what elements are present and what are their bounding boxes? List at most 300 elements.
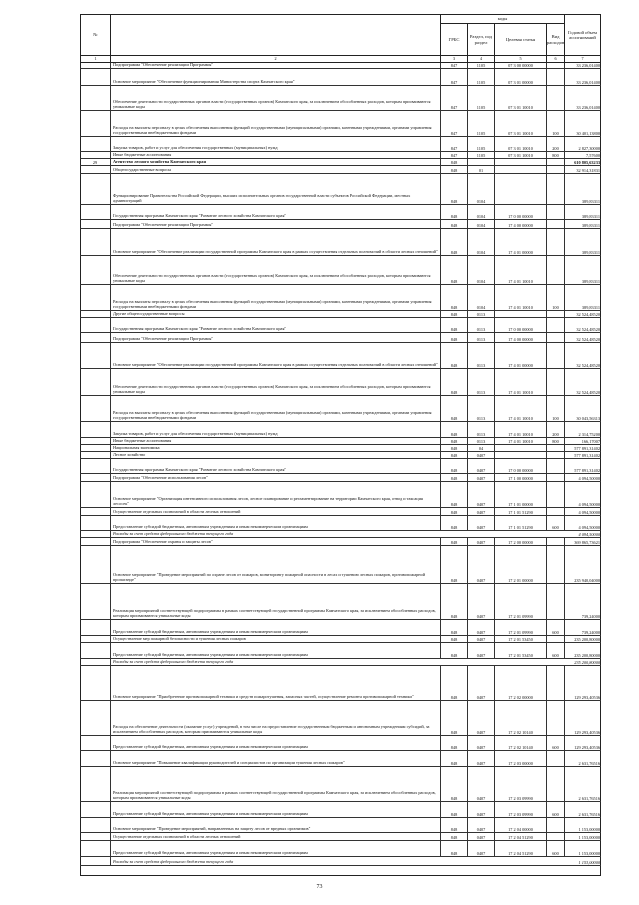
row-grbs bbox=[441, 584, 468, 619]
row-sum bbox=[565, 422, 601, 437]
row-sum-text: 4 094,50000 bbox=[578, 531, 600, 537]
row-sum bbox=[565, 159, 601, 165]
row-grbs-text: 848 bbox=[450, 445, 458, 451]
row-celevaya bbox=[495, 841, 547, 856]
row-razdel-text: 1105 bbox=[476, 79, 486, 85]
row-name-text: Основное мероприятие "Обеспечение реализации государственной программы Камчатского края в рамках осуществления отдельных полномочий в области лесных отношений" bbox=[113, 249, 438, 255]
row-name bbox=[111, 620, 441, 635]
row-grbs bbox=[441, 818, 468, 832]
row-sum-text: 2 314,75200 bbox=[578, 431, 600, 437]
row-razdel bbox=[468, 438, 495, 444]
row-grbs bbox=[441, 620, 468, 635]
row-name-text: Основное мероприятие "Повышение квалификации руководителей и специалистов по организации тушения лесных пожаров" bbox=[113, 760, 345, 766]
row-grbs bbox=[441, 166, 468, 173]
header-vid-label: Вид расходов bbox=[547, 34, 565, 45]
row-sum-text: 32 524,48520 bbox=[576, 336, 600, 342]
row-num bbox=[80, 422, 111, 437]
header-razdel-label: Раздел, под раздел bbox=[469, 34, 493, 45]
row-num bbox=[80, 857, 111, 865]
row-grbs bbox=[441, 841, 468, 856]
row-name bbox=[111, 833, 441, 840]
colnum-5-label: 5 bbox=[519, 56, 522, 62]
table-row bbox=[80, 333, 601, 343]
row-num bbox=[80, 546, 111, 583]
row-sum-text: 2 631,76516 bbox=[578, 760, 600, 766]
row-grbs-text: 848 bbox=[450, 415, 458, 421]
table-row bbox=[80, 516, 601, 531]
page-number: 73 bbox=[316, 884, 323, 890]
colnum-6-label: 6 bbox=[554, 56, 557, 62]
row-celevaya-text: 17 4 01 10010 bbox=[508, 304, 533, 310]
row-sum-text: 30 401,13800 bbox=[576, 130, 600, 136]
row-razdel bbox=[468, 205, 495, 219]
row-name bbox=[111, 516, 441, 530]
row-grbs-text: 848 bbox=[450, 311, 458, 317]
row-name-text: Закупка товаров, работ и услуг для обеспечения государственных (муниципальных) нужд bbox=[113, 431, 278, 437]
row-vid bbox=[547, 111, 565, 136]
row-celevaya-text: 07 3 01 00000 bbox=[508, 79, 533, 85]
row-num bbox=[80, 166, 111, 173]
row-sum bbox=[565, 701, 601, 735]
row-vid bbox=[547, 343, 565, 368]
row-grbs bbox=[441, 459, 468, 473]
row-celevaya-text: 17 4 01 10010 bbox=[508, 438, 533, 444]
row-grbs bbox=[441, 256, 468, 284]
header-razdel bbox=[468, 24, 495, 56]
row-sum-text: 32 524,48520 bbox=[576, 311, 600, 317]
table-row-note bbox=[80, 531, 601, 538]
row-grbs-text: 848 bbox=[450, 467, 458, 473]
row-name-text: Реализация мероприятий соответствующей подпрограммы в рамках соответствующей государственной программы Камчатского края, за исключением обособленных расходов, которым присваиваются уникальные коды bbox=[113, 607, 436, 619]
row-name bbox=[111, 152, 441, 158]
row-grbs-text: 848 bbox=[450, 222, 458, 228]
row-sum-text: 610 805,63233 bbox=[574, 159, 600, 165]
row-vid bbox=[547, 205, 565, 219]
row-vid-text: 100 bbox=[552, 130, 559, 136]
row-grbs bbox=[441, 508, 468, 515]
row-razdel bbox=[468, 452, 495, 458]
row-vid bbox=[547, 833, 565, 840]
row-sum bbox=[565, 474, 601, 481]
row-name bbox=[111, 508, 441, 515]
table-row bbox=[80, 174, 601, 205]
row-num bbox=[80, 343, 111, 368]
row-num bbox=[80, 220, 111, 228]
row-sum-text: 235 200,80000 bbox=[574, 652, 600, 658]
row-sum bbox=[565, 396, 601, 421]
row-sum-text: 1 153,00000 bbox=[578, 859, 600, 865]
row-name-text: Основное мероприятие "Проведение мероприятий по охране лесов от пожаров, мониторингу пожарной опасности в лесах и тушению лесных пожаров, противопожарной пропаганде" bbox=[113, 571, 426, 583]
row-vid bbox=[547, 63, 565, 68]
row-grbs-text: 848 bbox=[450, 362, 458, 368]
row-grbs-text: 848 bbox=[450, 613, 458, 619]
row-num bbox=[80, 802, 111, 817]
row-grbs bbox=[441, 445, 468, 451]
row-razdel-text: 0407 bbox=[476, 795, 486, 801]
row-sum bbox=[565, 538, 601, 545]
row-razdel bbox=[468, 474, 495, 481]
header-num bbox=[80, 14, 111, 56]
table-row bbox=[80, 396, 601, 422]
row-name bbox=[111, 159, 441, 165]
row-celevaya bbox=[495, 459, 547, 473]
table-row bbox=[80, 86, 601, 111]
row-vid bbox=[547, 751, 565, 766]
row-celevaya bbox=[495, 482, 547, 507]
row-celevaya-text: 17 2 01 00000 bbox=[508, 577, 533, 583]
row-razdel bbox=[468, 666, 495, 700]
row-celevaya-text: 17 4 01 10010 bbox=[508, 431, 533, 437]
table-row bbox=[80, 620, 601, 636]
table-row bbox=[80, 229, 601, 256]
row-celevaya bbox=[495, 584, 547, 619]
row-name bbox=[111, 285, 441, 310]
row-celevaya bbox=[495, 220, 547, 228]
row-grbs bbox=[441, 833, 468, 840]
row-grbs bbox=[441, 538, 468, 545]
row-sum-text: 1 153,00000 bbox=[578, 834, 600, 840]
row-name bbox=[111, 333, 441, 342]
row-sum bbox=[565, 438, 601, 444]
row-celevaya bbox=[495, 751, 547, 766]
header-grbs-label: ГРБС bbox=[448, 36, 460, 42]
row-sum bbox=[565, 818, 601, 832]
row-grbs bbox=[441, 369, 468, 395]
row-num bbox=[80, 508, 111, 515]
row-grbs bbox=[441, 63, 468, 68]
row-sum bbox=[565, 174, 601, 204]
row-celevaya bbox=[495, 736, 547, 750]
row-name bbox=[111, 452, 441, 458]
row-celevaya bbox=[495, 152, 547, 158]
row-sum-text: 129 293,40536 bbox=[574, 744, 600, 750]
row-num bbox=[80, 538, 111, 545]
row-num bbox=[80, 643, 111, 658]
row-name bbox=[111, 63, 441, 68]
row-num bbox=[80, 318, 111, 332]
row-celevaya-text: 17 2 02 10140 bbox=[508, 729, 533, 735]
row-razdel bbox=[468, 229, 495, 255]
row-celevaya-text: 07 3 01 10010 bbox=[508, 145, 533, 151]
row-celevaya-text: 17 2 00 00000 bbox=[508, 539, 533, 545]
row-sum-text: 2 631,76516 bbox=[578, 811, 600, 817]
row-num bbox=[80, 159, 111, 165]
row-razdel-text: 0407 bbox=[476, 467, 486, 473]
row-razdel bbox=[468, 751, 495, 766]
row-name-text: Расходы за счет средств федерального бюджета текущего года bbox=[113, 659, 234, 665]
row-razdel bbox=[468, 166, 495, 173]
row-vid-text: 600 bbox=[552, 850, 559, 856]
row-celevaya-text: 17 0 00 00000 bbox=[508, 326, 533, 332]
table-row bbox=[80, 220, 601, 229]
row-celevaya-text: 17 4 01 10010 bbox=[508, 278, 533, 284]
row-name bbox=[111, 546, 441, 583]
row-razdel-text: 0113 bbox=[476, 431, 486, 437]
row-celevaya bbox=[495, 452, 547, 458]
row-vid bbox=[547, 482, 565, 507]
row-celevaya-text: 07 3 01 10010 bbox=[508, 152, 533, 158]
row-grbs-text: 848 bbox=[450, 278, 458, 284]
row-vid bbox=[547, 538, 565, 545]
row-vid-text: 600 bbox=[552, 744, 559, 750]
row-num bbox=[80, 438, 111, 444]
row-celevaya bbox=[495, 396, 547, 421]
row-num bbox=[80, 736, 111, 750]
row-name-text: Обеспечение деятельности государственных органов власти (государственных органов) Камчатского края, за исключением обособленных расходов, которым присваиваются уникальные коды bbox=[113, 383, 431, 395]
row-celevaya bbox=[495, 643, 547, 658]
row-celevaya-text: 17 1 01 00000 bbox=[508, 501, 533, 507]
header-grbs bbox=[441, 24, 468, 56]
row-name-text: Расходы на выплаты персоналу в целях обеспечения выполнения функций государственными (муниципальными) органами, казенными учреждениями, органами управления государственными внебюджетными фондами bbox=[113, 124, 432, 136]
row-num bbox=[80, 620, 111, 635]
row-vid bbox=[547, 422, 565, 437]
row-grbs bbox=[441, 137, 468, 151]
row-razdel bbox=[468, 396, 495, 421]
row-sum-text: 739,24000 bbox=[581, 613, 600, 619]
row-num bbox=[80, 69, 111, 85]
row-grbs bbox=[441, 111, 468, 136]
row-sum-text: 33 236,01400 bbox=[576, 63, 600, 68]
row-name bbox=[111, 538, 441, 545]
row-razdel-text: 0113 bbox=[476, 311, 486, 317]
row-vid bbox=[547, 636, 565, 642]
row-sum bbox=[565, 137, 601, 151]
row-grbs-text: 847 bbox=[450, 145, 458, 151]
row-grbs bbox=[441, 452, 468, 458]
row-razdel bbox=[468, 111, 495, 136]
row-sum-text: 235 200,80000 bbox=[574, 636, 600, 642]
row-name bbox=[111, 86, 441, 110]
row-celevaya-text: 17 4 00 00000 bbox=[508, 336, 533, 342]
row-num bbox=[80, 333, 111, 342]
row-vid bbox=[547, 620, 565, 635]
row-grbs bbox=[441, 159, 468, 165]
row-grbs bbox=[441, 643, 468, 658]
row-name-text: Подпрограмма "Обеспечение использования лесов" bbox=[113, 475, 208, 481]
row-name-text: Функционирование Правительства Российской Федерации, высших исполнительных органов государственной власти субъектов Российской Федерации, местных администраций bbox=[113, 192, 411, 204]
row-sum bbox=[565, 833, 601, 840]
header-codes-label: коды bbox=[497, 16, 508, 22]
row-celevaya bbox=[495, 516, 547, 530]
row-name-text: Иные бюджетные ассигнования bbox=[113, 152, 172, 158]
row-num bbox=[80, 137, 111, 151]
row-celevaya bbox=[495, 166, 547, 173]
row-grbs-text: 848 bbox=[450, 438, 458, 444]
row-sum bbox=[565, 736, 601, 750]
row-num bbox=[80, 701, 111, 735]
row-celevaya bbox=[495, 620, 547, 635]
row-grbs-text: 847 bbox=[450, 152, 458, 158]
row-sum-text: 739,24000 bbox=[581, 629, 600, 635]
row-sum bbox=[565, 445, 601, 451]
header-celevaya bbox=[495, 24, 547, 56]
row-razdel bbox=[468, 643, 495, 658]
row-vid bbox=[547, 438, 565, 444]
table-row bbox=[80, 69, 601, 86]
row-razdel-text: 1105 bbox=[476, 63, 486, 68]
row-celevaya bbox=[495, 546, 547, 583]
row-celevaya bbox=[495, 802, 547, 817]
row-sum bbox=[565, 802, 601, 817]
row-razdel bbox=[468, 818, 495, 832]
row-grbs-text: 848 bbox=[450, 198, 458, 204]
row-grbs bbox=[441, 285, 468, 310]
row-sum-text: 389,83311 bbox=[581, 213, 600, 219]
row-celevaya bbox=[495, 531, 547, 537]
row-celevaya-text: 17 0 00 00000 bbox=[508, 213, 533, 219]
row-sum-text: 4 094,50000 bbox=[578, 509, 600, 515]
row-razdel-text: 0407 bbox=[476, 850, 486, 856]
table-row-note bbox=[80, 659, 601, 666]
row-num bbox=[80, 256, 111, 284]
table-row bbox=[80, 438, 601, 445]
row-celevaya bbox=[495, 659, 547, 665]
row-name bbox=[111, 343, 441, 368]
colnum-3-label: 3 bbox=[452, 56, 456, 62]
table-row bbox=[80, 833, 601, 841]
row-celevaya bbox=[495, 833, 547, 840]
row-grbs bbox=[441, 857, 468, 865]
row-num bbox=[80, 767, 111, 801]
row-vid bbox=[547, 159, 565, 165]
table-row bbox=[80, 802, 601, 818]
row-name bbox=[111, 396, 441, 421]
row-sum bbox=[565, 311, 601, 317]
row-name-text: Иные бюджетные ассигнования bbox=[113, 438, 172, 444]
row-razdel bbox=[468, 482, 495, 507]
row-razdel-text: 0113 bbox=[476, 326, 486, 332]
row-name bbox=[111, 438, 441, 444]
row-sum-text: 129 293,40536 bbox=[574, 729, 600, 735]
row-vid-text: 100 bbox=[552, 304, 559, 310]
row-razdel bbox=[468, 422, 495, 437]
row-sum bbox=[565, 285, 601, 310]
row-celevaya bbox=[495, 818, 547, 832]
row-sum bbox=[565, 166, 601, 173]
row-celevaya bbox=[495, 508, 547, 515]
row-razdel-text: 0407 bbox=[476, 452, 486, 458]
row-sum-text: 369 865,73621 bbox=[574, 539, 600, 545]
table-row bbox=[80, 643, 601, 659]
row-num bbox=[80, 841, 111, 856]
row-name bbox=[111, 229, 441, 255]
row-razdel bbox=[468, 538, 495, 545]
row-sum bbox=[565, 229, 601, 255]
row-num bbox=[80, 516, 111, 530]
row-vid bbox=[547, 396, 565, 421]
row-sum bbox=[565, 343, 601, 368]
row-celevaya-text: 17 1 00 00000 bbox=[508, 475, 533, 481]
colnum-6 bbox=[547, 56, 565, 63]
row-razdel-text: 0407 bbox=[476, 629, 486, 635]
row-razdel bbox=[468, 369, 495, 395]
table-row bbox=[80, 666, 601, 701]
row-num bbox=[80, 452, 111, 458]
row-grbs-text: 848 bbox=[450, 826, 458, 832]
row-vid bbox=[547, 841, 565, 856]
row-razdel bbox=[468, 220, 495, 228]
table-row bbox=[80, 422, 601, 438]
row-name-text: Расходы на обеспечение деятельности (оказание услуг) учреждений, в том числе на предоставление государственным бюджетным и автономным учреждениям субсидий, за исключением обособленных расходов, которым присваиваются уникальные коды bbox=[113, 723, 430, 735]
table-row-note bbox=[80, 857, 601, 866]
row-grbs bbox=[441, 318, 468, 332]
row-name-text: Предоставление субсидий бюджетным, автономным учреждениям и иным некоммерческим организациям bbox=[113, 524, 308, 530]
row-razdel-text: 0407 bbox=[476, 811, 486, 817]
row-grbs bbox=[441, 422, 468, 437]
row-sum-text: 7,57600 bbox=[586, 152, 600, 158]
row-sum-text: 32 524,48520 bbox=[576, 326, 600, 332]
row-sum bbox=[565, 508, 601, 515]
colnum-2-label: 2 bbox=[274, 56, 277, 62]
row-name bbox=[111, 818, 441, 832]
row-name-text: Государственная программа Камчатского края "Развитие лесного хозяйства Камчатского края" bbox=[113, 467, 287, 473]
row-celevaya bbox=[495, 333, 547, 342]
row-name-text: Лесное хозяйство bbox=[113, 452, 146, 458]
row-grbs-text: 847 bbox=[450, 104, 458, 110]
row-sum bbox=[565, 256, 601, 284]
row-grbs-text: 848 bbox=[450, 475, 458, 481]
row-name bbox=[111, 205, 441, 219]
row-celevaya bbox=[495, 538, 547, 545]
row-celevaya bbox=[495, 111, 547, 136]
row-razdel-text: 0407 bbox=[476, 524, 486, 530]
row-sum-text: 1 153,00000 bbox=[578, 850, 600, 856]
row-vid-text: 800 bbox=[552, 152, 559, 158]
row-sum-text: 235 940,04000 bbox=[574, 577, 600, 583]
row-grbs bbox=[441, 438, 468, 444]
row-vid bbox=[547, 643, 565, 658]
row-grbs-text: 848 bbox=[450, 744, 458, 750]
row-razdel bbox=[468, 445, 495, 451]
row-celevaya bbox=[495, 474, 547, 481]
row-name-text: Государственная программа Камчатского края "Развитие лесного хозяйства Камчатского края" bbox=[113, 213, 287, 219]
row-celevaya bbox=[495, 159, 547, 165]
row-razdel bbox=[468, 256, 495, 284]
row-vid bbox=[547, 767, 565, 801]
table-row bbox=[80, 369, 601, 396]
row-razdel bbox=[468, 343, 495, 368]
table-row bbox=[80, 538, 601, 546]
row-num bbox=[80, 285, 111, 310]
row-vid bbox=[547, 152, 565, 158]
row-grbs bbox=[441, 482, 468, 507]
row-sum-text: 577 891,31402 bbox=[574, 445, 600, 451]
row-name-text: Расходы на выплаты персоналу в целях обеспечения выполнения функций государственными (муниципальными) органами, казенными учреждениями, органами управления государственными внебюджетными фондами bbox=[113, 409, 432, 421]
row-sum-text: 389,83311 bbox=[581, 304, 600, 310]
row-grbs bbox=[441, 220, 468, 228]
row-vid-text: 600 bbox=[552, 524, 559, 530]
row-grbs-text: 848 bbox=[450, 811, 458, 817]
row-grbs bbox=[441, 659, 468, 665]
row-name-text: Агентство лесного хозяйства Камчатского края bbox=[113, 159, 206, 165]
row-grbs-text: 847 bbox=[450, 130, 458, 136]
table-row bbox=[80, 205, 601, 220]
row-razdel bbox=[468, 701, 495, 735]
row-name bbox=[111, 841, 441, 856]
row-sum bbox=[565, 643, 601, 658]
row-vid bbox=[547, 445, 565, 451]
row-celevaya-text: 17 2 03 09990 bbox=[508, 795, 533, 801]
row-name bbox=[111, 584, 441, 619]
table-row bbox=[80, 767, 601, 802]
row-razdel-text: 0407 bbox=[476, 694, 486, 700]
row-vid bbox=[547, 369, 565, 395]
row-sum-text: 235 200,80000 bbox=[574, 659, 600, 665]
row-name-text: Расходы за счет средств федерального бюджета текущего года bbox=[113, 859, 234, 865]
header-sum bbox=[565, 14, 601, 56]
row-grbs-text: 848 bbox=[450, 729, 458, 735]
row-sum-text: 389,83311 bbox=[581, 278, 600, 284]
